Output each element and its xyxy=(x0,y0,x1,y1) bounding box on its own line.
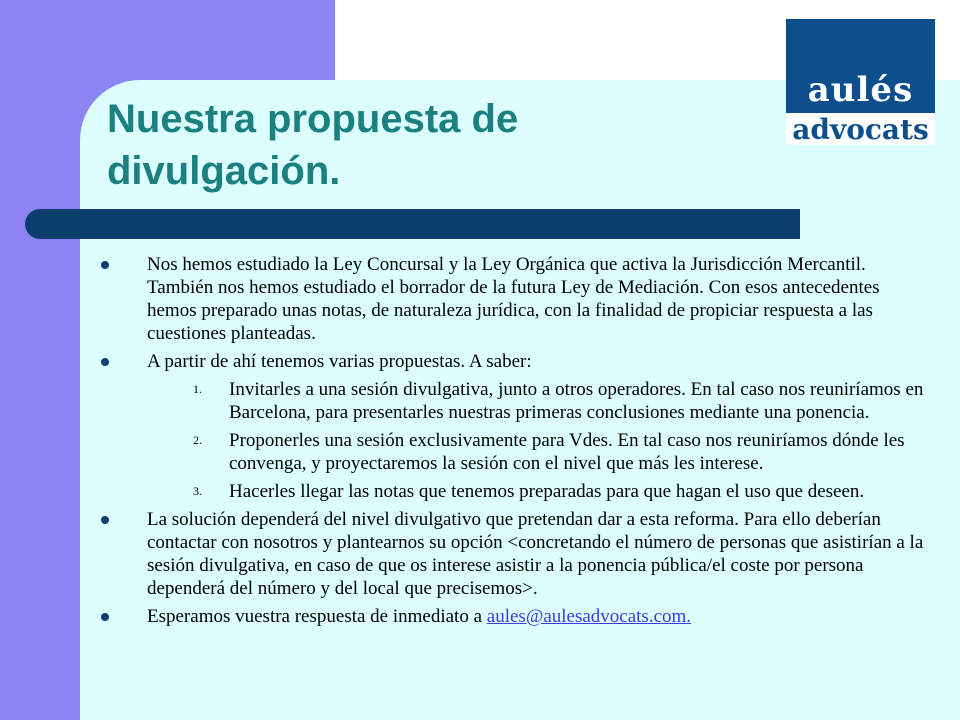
proposal-text: Invitarles a una sesión divulgativa, junto a otros operadores. En tal caso nos reuniríamos en Barcelona, para presentarles nuestras primeras conclusiones mediante una ponencia. xyxy=(229,379,924,423)
email-address: aules@aulesadvocats.com xyxy=(486,606,687,627)
title-underline-bar xyxy=(25,209,800,239)
bullet-text: La solución dependerá del nivel divulgativo que pretendan dar a esta reforma. Para ello deberían contactar con nosotros y plantearnos su opción <concretando el número de personas que asistirían a la sesión divulgativa, en caso de que os interese asistir a la ponencia pública/el coste por persona dependerá del número y del local que precisemos>. xyxy=(147,509,924,599)
bullet-text: Nos hemos estudiado la Ley Concursal y la Ley Orgánica que activa la Jurisdicción Mercantil. También nos hemos estudiado el borrador de la futura Ley de Mediación. Con esos antecedentes hemos preparado unas notas, de naturaleza jurídica, con la finalidad de propiciar respuesta a las cuestiones planteadas. xyxy=(147,254,880,344)
bullet-item xyxy=(100,605,930,628)
bullet-dot-icon xyxy=(101,261,109,269)
proposal-number: 2. xyxy=(193,433,202,447)
top-accent-band xyxy=(0,0,335,80)
email-trailing-period: . xyxy=(686,606,692,627)
bullet-dot-icon xyxy=(101,516,109,524)
proposal-text: Hacerles llegar las notas que tenemos preparadas para que hagan el uso que deseen. xyxy=(229,481,865,502)
bullet-item xyxy=(100,253,930,345)
proposal-item xyxy=(100,480,930,503)
proposal-number: 3. xyxy=(193,484,202,498)
proposal-item xyxy=(100,378,930,424)
proposal-item xyxy=(100,429,930,475)
logo-word-advocats: advocats xyxy=(792,113,929,146)
bullet-dot-icon xyxy=(101,358,109,366)
slide-title-line-2: divulgación. xyxy=(107,149,341,193)
email-link[interactable] xyxy=(487,606,691,627)
contact-text: Esperamos vuestra respuesta de inmediato a xyxy=(147,606,487,627)
left-accent-band xyxy=(0,0,80,720)
logo-word-aules: aulés xyxy=(807,70,914,110)
slide-title-line-1: Nuestra propuesta de xyxy=(107,97,519,141)
proposal-text: Proponerles una sesión exclusivamente para Vdes. En tal caso nos reuniríamos dónde les convenga, y proyectaremos la sesión con el nivel que más les interese. xyxy=(229,430,905,474)
slide-body xyxy=(100,253,930,633)
aules-advocats-logo xyxy=(786,19,935,145)
slide-title xyxy=(107,93,707,197)
proposal-number: 1. xyxy=(193,382,202,396)
bullet-item xyxy=(100,508,930,600)
bullet-item xyxy=(100,350,930,373)
bullet-text: A partir de ahí tenemos varias propuestas. A saber: xyxy=(147,351,532,372)
bullet-dot-icon xyxy=(101,613,109,621)
